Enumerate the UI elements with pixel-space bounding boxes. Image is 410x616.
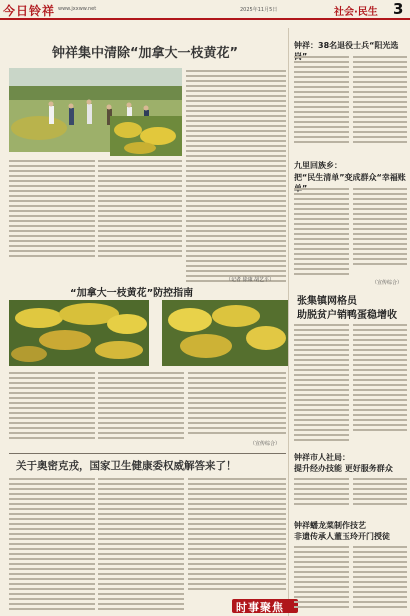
jiulibu-body-2: [353, 188, 407, 274]
masthead: [0, 0, 410, 20]
goldenrod-headline: 钟祥集中清除“加拿大一枝黄花”: [52, 46, 239, 61]
goldenrod-body-right: [186, 70, 286, 290]
soldiers-body-2: [353, 56, 407, 146]
soldiers-body-1: [294, 56, 349, 146]
prevention-body-2: [98, 372, 184, 452]
issue-date: 2025年11月5日: [240, 7, 278, 13]
soldiers-headline: 钟祥：38名退役士兵“阳光选: [294, 41, 399, 50]
zhangji-body-1: [294, 324, 349, 444]
goldenrod-body-mid: [98, 160, 182, 260]
vegetables-body-2: [353, 546, 407, 612]
vegetables-headline-2: 非遗传承人董玉玲开门授徒: [294, 532, 390, 541]
goldenrod-body-left: [9, 160, 95, 260]
section-title: 社会·民生: [334, 7, 378, 18]
zhangji-body-2: [353, 324, 407, 444]
jiulibu-body-1: [294, 188, 349, 280]
flu-body-3: [188, 478, 286, 596]
website-url: www.jxxww.net: [58, 6, 97, 12]
zhangji-headline-2: 助脱贫户销鸭蛋稳增收: [297, 310, 397, 321]
column-divider: [288, 28, 289, 616]
jiulibu-headline-1: 九里回族乡：: [294, 161, 342, 170]
flu-body-2: [98, 478, 184, 613]
talent-body-1: [294, 478, 349, 512]
flu-headline: 关于奥密克戎，国家卫生健康委权威解答来了！: [16, 460, 237, 472]
page-number: 3: [393, 0, 404, 18]
prevention-headline: “加拿大一枝黄花”防控指南: [70, 288, 194, 299]
prevention-byline: （宣传综合）: [250, 441, 281, 447]
newspaper-logo: 今日铃祥: [3, 4, 56, 18]
vegetables-headline-1: 钟祥蟠龙菜制作技艺: [294, 521, 366, 530]
talent-headline-1: 钟祥市人社局：: [294, 453, 350, 462]
prevention-body-1: [9, 372, 95, 452]
goldenrod-plant-photo-2: [162, 300, 288, 366]
goldenrod-plant-photo-1: [9, 300, 149, 366]
talent-headline-2: 提升经办技能 更好服务群众: [294, 464, 393, 473]
section-rule: [9, 453, 286, 454]
vegetables-body-1: [294, 546, 349, 612]
goldenrod-closeup-photo: [110, 116, 182, 156]
zhangji-headline-1: 张集镇网格员: [297, 296, 357, 307]
talent-body-2: [353, 478, 407, 512]
jiulibu-byline: （宣传综合）: [372, 280, 403, 286]
goldenrod-byline: （记者 徐康 胡艺平）: [226, 277, 275, 283]
flu-body-1: [9, 478, 95, 613]
ad-banner-label: 时事聚焦: [236, 601, 284, 614]
jiulibu-headline-2: 把“民生清单”变成群众“幸福账: [294, 173, 406, 182]
